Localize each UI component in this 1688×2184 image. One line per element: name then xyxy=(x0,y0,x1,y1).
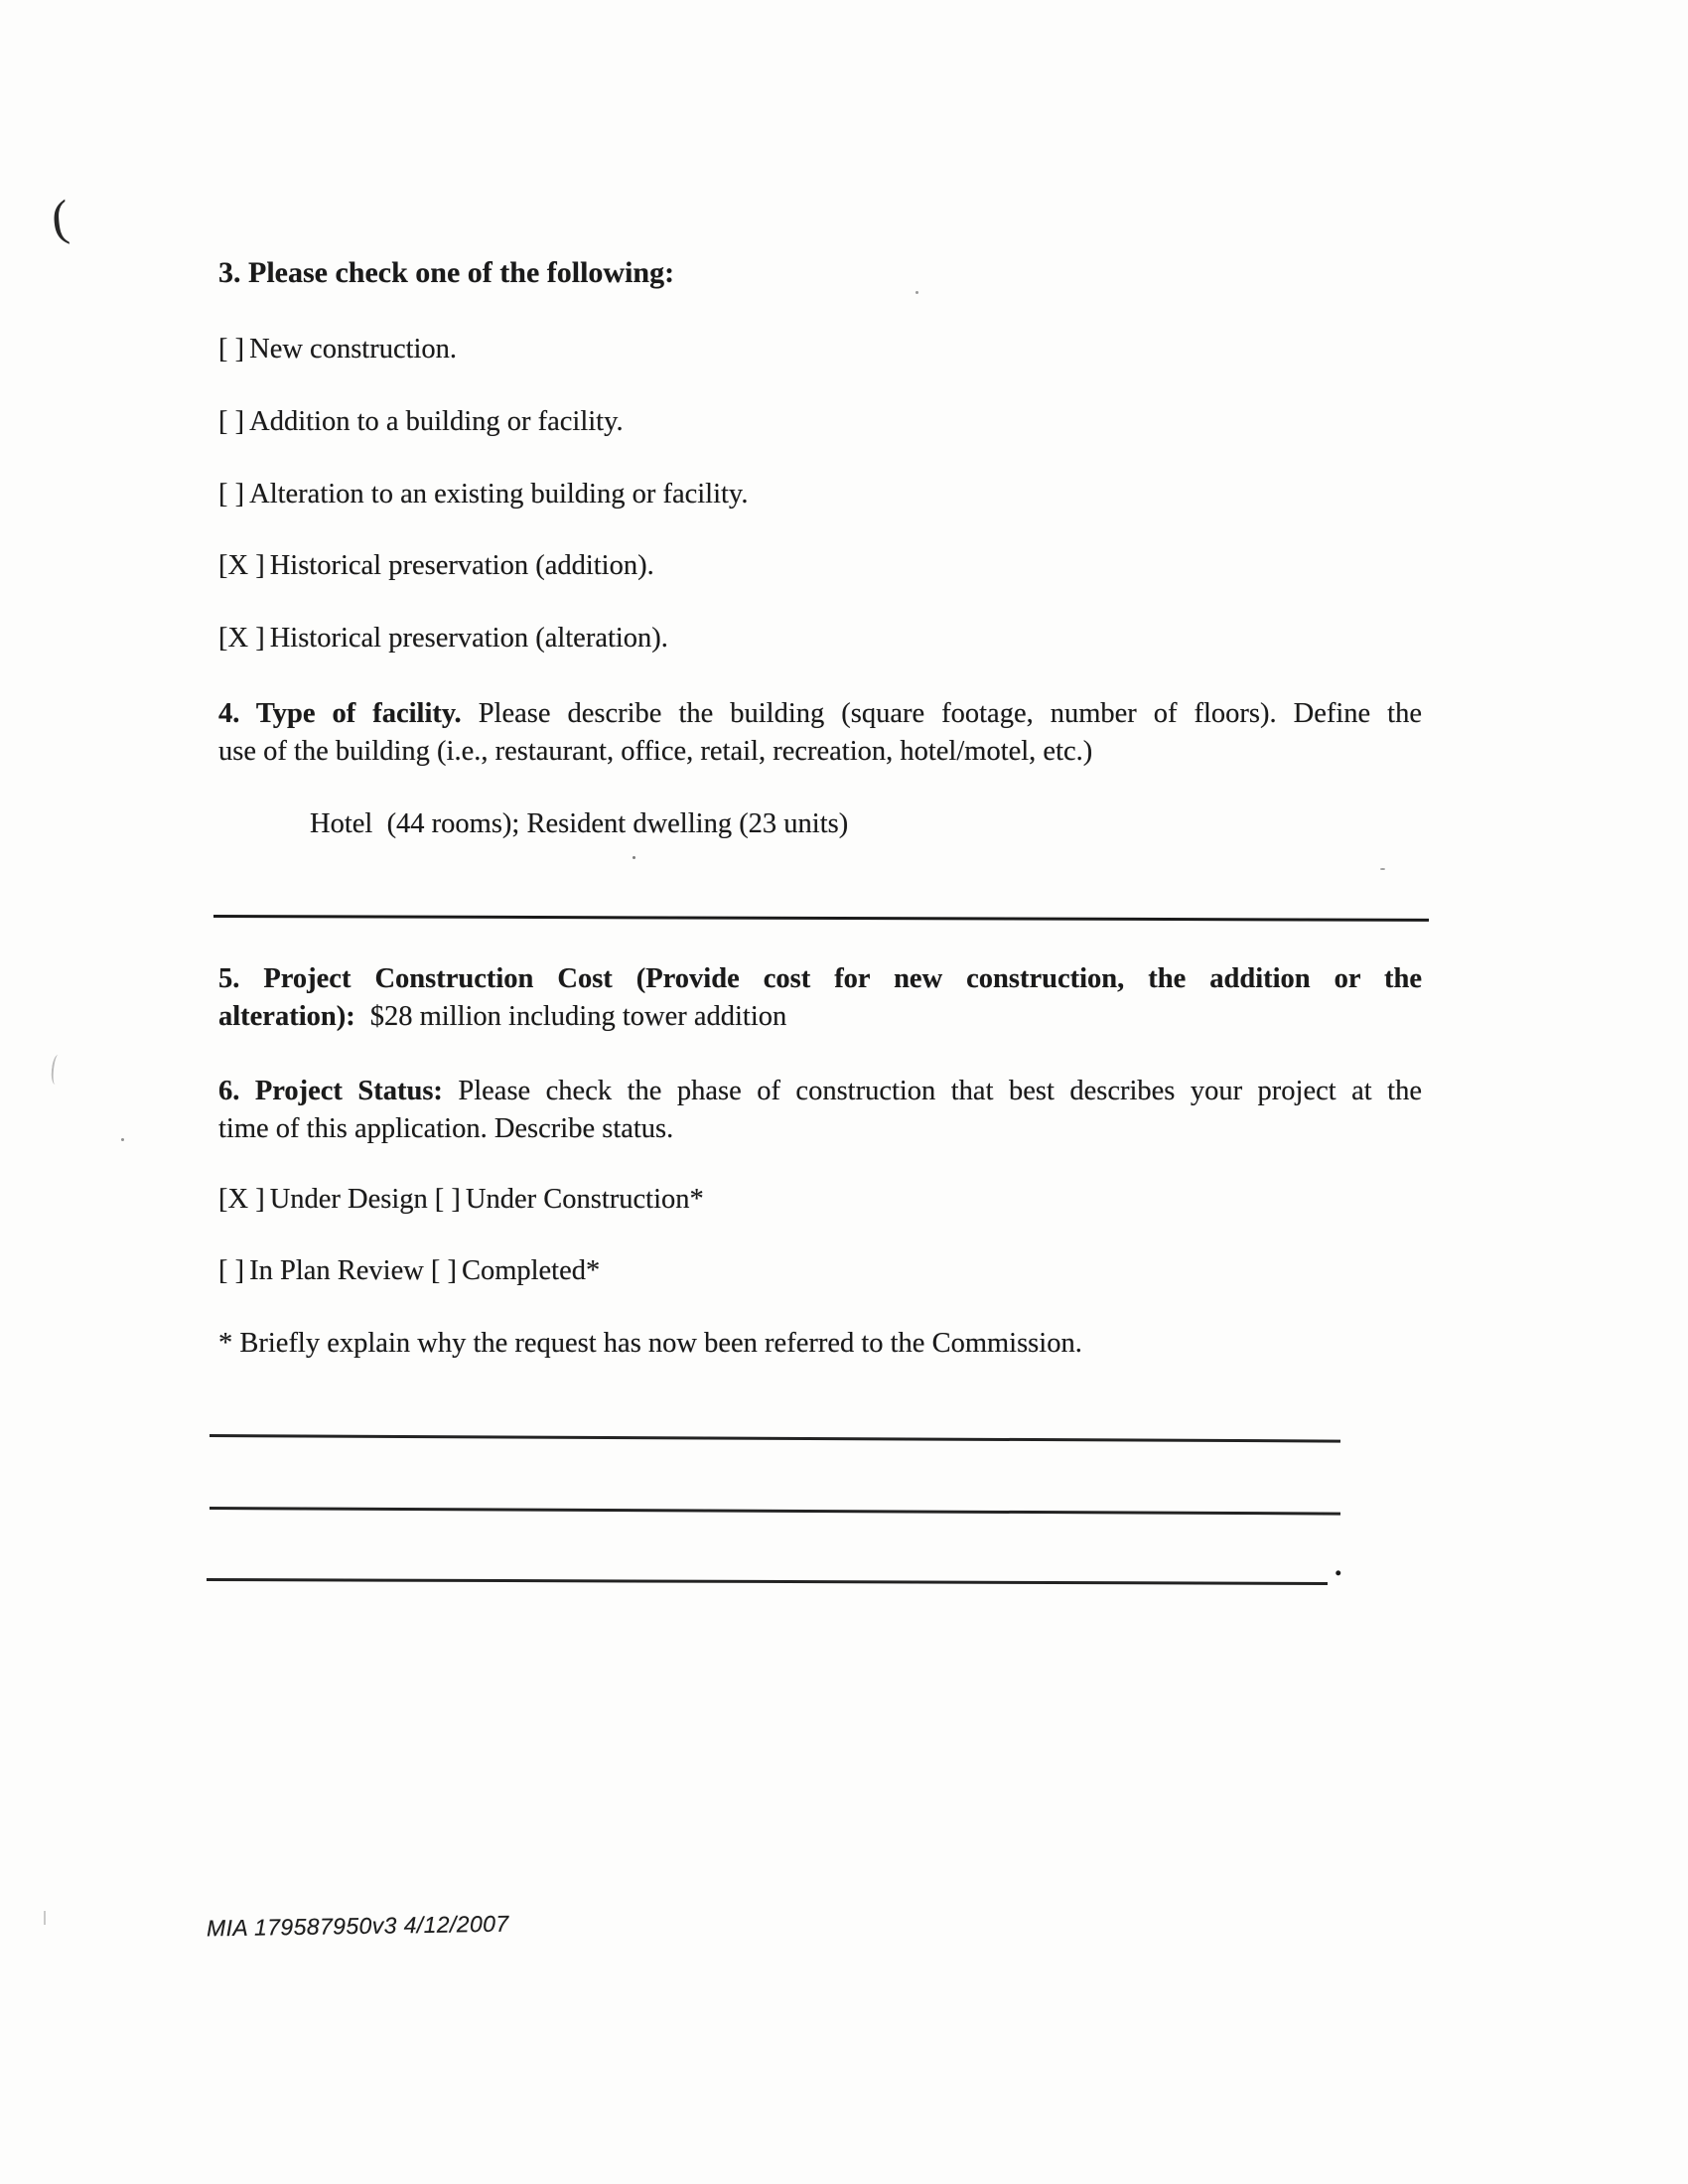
construction-cost-answer: $28 million including tower addition xyxy=(369,1001,787,1032)
checkbox-historical-alteration[interactable]: [X ] xyxy=(218,623,265,654)
section5-title-line2: alteration): xyxy=(218,1001,355,1032)
scan-artifact-paren: ( xyxy=(49,189,71,246)
option-label: New construction. xyxy=(249,334,458,364)
scan-squiggle xyxy=(50,1055,63,1086)
section6-title: 6. Project Status: xyxy=(218,1076,443,1106)
section4-text-line2: use of the building (i.e., restaurant, office, retail, recreation, hotel/motel, etc.) xyxy=(218,736,1093,767)
checkbox-new-construction[interactable]: [ ] xyxy=(218,334,245,364)
checkbox-historical-addition[interactable]: [X ] xyxy=(218,550,265,581)
section6-paragraph xyxy=(218,1073,1422,1148)
status-row-2 xyxy=(218,1254,600,1288)
facility-answer: Hotel (44 rooms); Resident dwelling (23 units) xyxy=(310,808,849,839)
section3-heading: 3. Please check one of the following: xyxy=(218,256,675,289)
option-label: Historical preservation (addition). xyxy=(269,550,654,581)
answer-line-3[interactable] xyxy=(207,1578,1328,1585)
section4-text-line1: Please describe the building (square footage, number of floors). Define the xyxy=(478,698,1422,729)
checkbox-addition[interactable]: [ ] xyxy=(218,406,245,437)
option-addition xyxy=(218,405,624,439)
status-label: Under Construction* xyxy=(465,1184,704,1215)
answer-line-2[interactable] xyxy=(210,1507,1340,1516)
option-historical-alteration xyxy=(218,622,668,655)
scan-speck xyxy=(1380,868,1385,870)
checkbox-under-construction[interactable]: [ ] xyxy=(434,1184,461,1215)
scan-speck xyxy=(121,1138,124,1141)
section4-paragraph xyxy=(218,695,1422,771)
status-row-1 xyxy=(218,1183,704,1217)
option-historical-addition xyxy=(218,549,654,583)
answer-line-1[interactable] xyxy=(210,1434,1340,1443)
checkbox-alteration[interactable]: [ ] xyxy=(218,479,245,510)
referral-note: * Briefly explain why the request has now been referred to the Commission. xyxy=(218,1328,1082,1359)
document-id-footer: MIA 179587950v3 4/12/2007 xyxy=(206,1910,509,1942)
section5-paragraph xyxy=(218,960,1422,1036)
scan-speck xyxy=(44,1911,46,1925)
option-alteration xyxy=(218,478,748,511)
option-label: Historical preservation (alteration). xyxy=(269,623,668,654)
section5-title-line1: 5. Project Construction Cost (Provide cost for new construction, the addition or the xyxy=(218,963,1422,994)
section4-title: 4. Type of facility. xyxy=(218,698,462,729)
scan-speck xyxy=(633,856,635,859)
answer-line-period: . xyxy=(1335,1549,1342,1582)
section6-text-line1: Please check the phase of construction that best describes your project at the xyxy=(458,1076,1423,1106)
checkbox-completed[interactable]: [ ] xyxy=(430,1255,457,1286)
scan-speck xyxy=(915,291,918,294)
checkbox-in-plan-review[interactable]: [ ] xyxy=(218,1255,245,1286)
status-label: In Plan Review xyxy=(249,1255,424,1286)
section6-text-line2: time of this application. Describe status. xyxy=(218,1113,674,1144)
option-label: Addition to a building or facility. xyxy=(249,406,624,437)
status-label: Completed* xyxy=(461,1255,601,1286)
option-label: Alteration to an existing building or facility. xyxy=(249,479,749,510)
status-label: Under Design xyxy=(269,1184,428,1215)
option-new-construction xyxy=(218,333,457,366)
section-divider xyxy=(213,915,1429,922)
checkbox-under-design[interactable]: [X ] xyxy=(218,1184,265,1215)
